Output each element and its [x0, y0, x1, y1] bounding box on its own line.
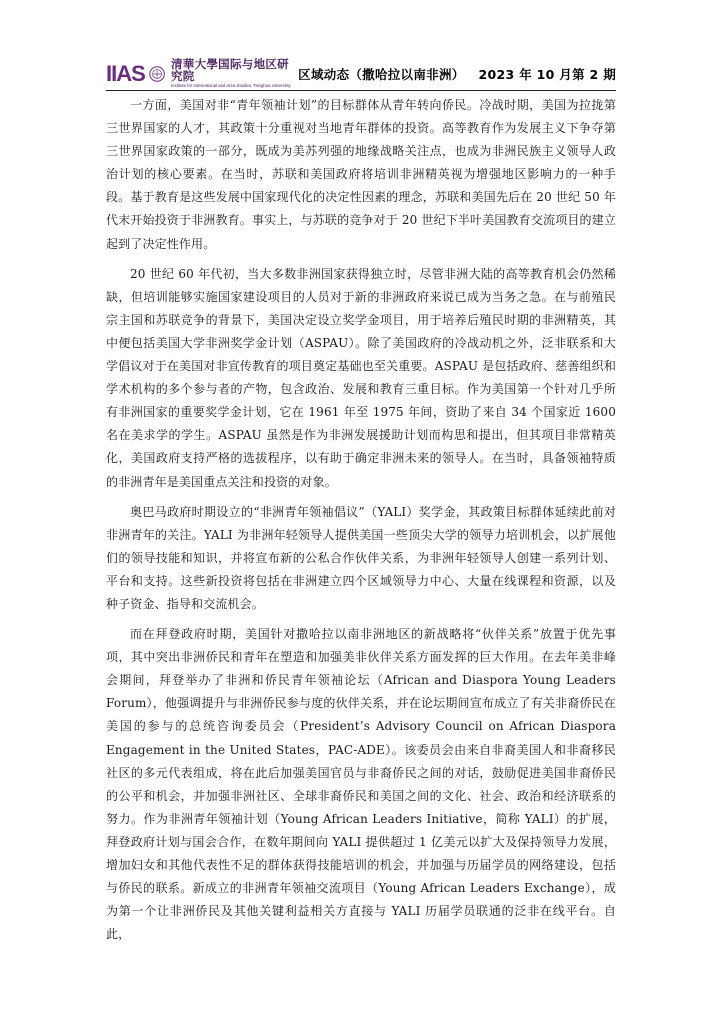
issue-label: 2023 年 10 月第 2 期: [478, 67, 616, 82]
header-title-block: [298, 65, 616, 83]
publication-title: 区域动态（撒哈拉以南非洲）: [298, 67, 465, 82]
institute-logo: [106, 59, 298, 88]
document-body: [106, 94, 616, 953]
paragraph: 一方面，美国对非“青年领袖计划”的目标群体从青年转向侨民。冷战时期，美国为拉拢第三世界国家的人才，其政策十分重视对当地青年群体的投资。高等教育作为发展主义下争夺第三世界国家政策的一部分，既成为美苏列强的地缘战略关注点，也成为非洲民族主义领导人政治计划的核心要素。在当时，苏联和美国政府将培训非洲精英视为增强地区影响力的一种手段。基于教育是这些发展中国家现代化的决定性因素的理念，苏联和美国先后在 20 世纪 50 年代末开始投资于非洲教育。事实上，与苏联的竞争对于 20 世纪下半叶美国教育交流项目的建立起到了决定性作用。: [106, 98, 616, 251]
logo-wordmark: IIAS: [106, 60, 145, 86]
institute-name-en: Institute for International and Area Studies, Tsinghua University: [170, 83, 291, 89]
paragraph: 20 世纪 60 年代初，当大多数非洲国家获得独立时，尽管非洲大陆的高等教育机会仍然稀缺，但培训能够实施国家建设项目的人员对于新的非洲政府来说已成为当务之急。在与前殖民宗主国和苏联竞争的背景下，美国决定设立奖学金项目，用于培养后殖民时期的非洲精英，其中便包括美国大学非洲奖学金计划（ASPAU）。除了美国政府的冷战动机之外，泛非联系和大学倡议对于在美国对非宣传教育的项目奠定基础也至关重要。ASPAU 是包括政府、慈善组织和学术机构的多个参与者的产物，包含政治、发展和教育三重目标。作为美国第一个针对几乎所有非洲国家的重要奖学金计划，它在 1961 年至 1975 年间，资助了来自 34 个国家近 1600 名在美求学的学生。ASPAU 虽然是作为非洲发展援助计划而构思和提出，但其项目非常精英化，美国政府支持严格的选拔程序，以有助于确定非洲未来的领导人。在当时，具备领袖特质的非洲青年是美国重点关注和投资的对象。: [106, 266, 616, 489]
paragraph: 而在拜登政府时期，美国针对撒哈拉以南非洲地区的新战略将“伙伴关系”放置于优先事项，其中突出非洲侨民和青年在塑造和加强美非伙伴关系方面发挥的巨大作用。在去年美非峰会期间，拜登举办了非洲和侨民青年领袖论坛（African and Diaspora Young Leaders Forum），他强调提升与非洲侨民参与度的伙伴关系，并在论坛期间宣布成立了有关非裔侨民在美国的参与的总统咨询委员会（President’s Advisory Council on African Diaspora Engagement in the United States，PAC-ADE）。该委员会由来自非裔美国人和非裔移民社区的多元代表组成，将在此后加强美国官员与非裔侨民之间的对话，鼓励促进美国非裔侨民的公平和机会，并加强非洲社区、全球非裔侨民和美国之间的文化、社会、政治和经济联系的努力。作为非洲青年领袖计划（Young African Leaders Initiative，简称 YALI）的扩展，拜登政府计划与国会合作，在数年期间向 YALI 提供超过 1 亿美元以扩大及保持领导力发展，增加妇女和其他代表性不足的群体获得技能培训的机会，并加强与历届学员的网络建设，包括与侨民的联系。新成立的非洲青年领袖交流项目（Young African Leaders Exchange），成为第一个让非洲侨民及其他关键利益相关方直接与 YALI 历届学员联通的泛非在线平台。自此，: [106, 627, 616, 942]
institute-name-cn: 清華大學国际与地区研究院: [170, 57, 289, 83]
header-rule: [106, 90, 616, 91]
page-header: [106, 58, 616, 90]
paragraph: 奥巴马政府时期设立的“非洲青年领袖倡议”（YALI）奖学金，其政策目标群体延续此前对非洲青年的关注。YALI 为非洲年轻领导人提供美国一些顶尖大学的领导力培训机会，以扩展他们的领导技能和知识，并将宣布新的公私合作伙伴关系，为非洲年轻领导人创建一系列计划、平台和支持。这些新投资将包括在非洲建立四个区域领导力中心、大量在线课程和资源，以及种子资金、指导和交流机会。: [106, 504, 616, 611]
seal-icon: [149, 65, 165, 83]
